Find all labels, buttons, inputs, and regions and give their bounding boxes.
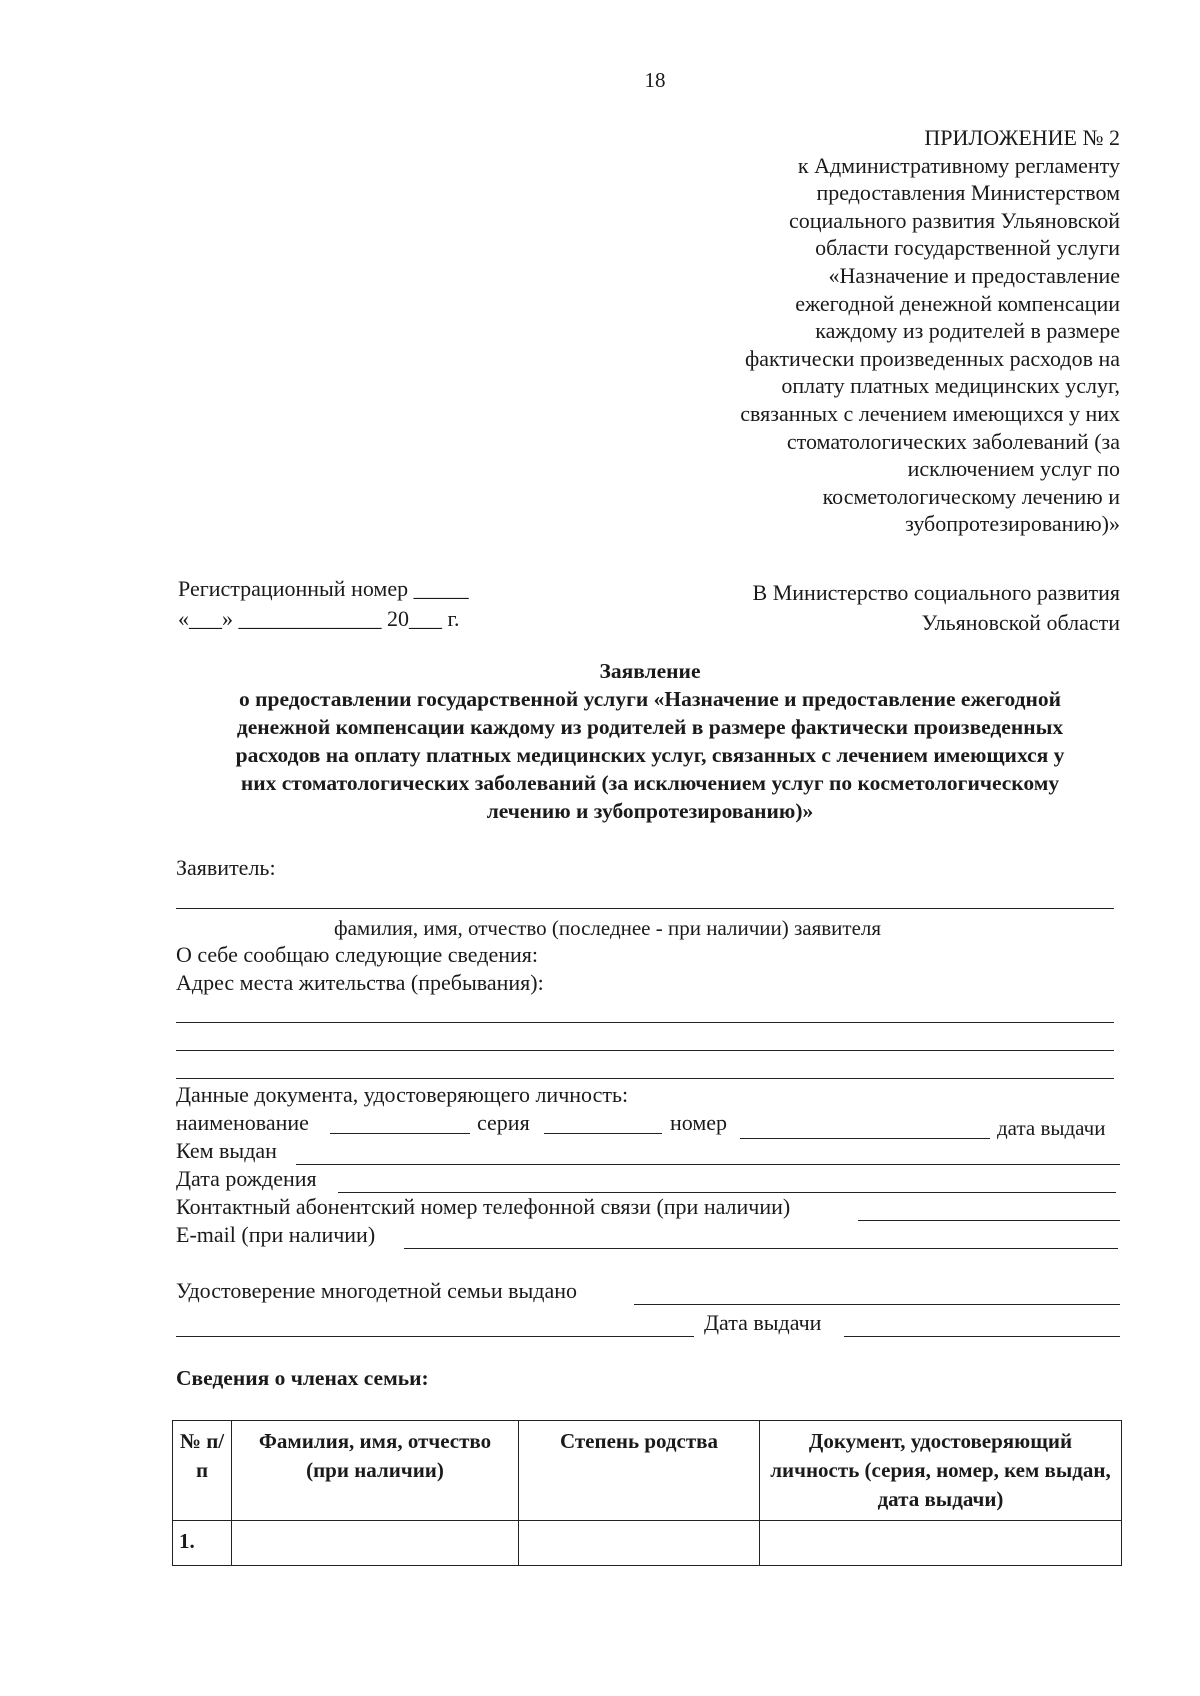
cert-issue-date-label: Дата выдачи <box>704 1310 822 1335</box>
email-field[interactable] <box>404 1248 1118 1249</box>
addressee-line: В Министерство социального развития <box>752 580 1120 605</box>
cert-issue-date-field[interactable] <box>844 1336 1120 1337</box>
annex-line: оплату платных медицинских услуг, <box>781 373 1120 399</box>
applicant-label: Заявитель: <box>176 855 276 880</box>
annex-line: каждому из родителей в размере <box>815 318 1120 344</box>
annex-line: области государственной услуги <box>815 235 1120 261</box>
number-label: номер <box>670 1110 728 1135</box>
annex-line: ежегодной денежной компенсации <box>795 290 1120 316</box>
registration-date: «___» _____________ 20___ г. <box>178 606 460 631</box>
statement-line: расходов на оплату платных медицинских услуг, связанных с лечением имеющихся у <box>235 743 1065 767</box>
annex-line: исключением услуг по <box>907 456 1120 482</box>
statement-line: них стоматологических заболеваний (за исключением услуг по косметологическому <box>240 771 1060 795</box>
large-family-cert-field-2[interactable] <box>176 1336 694 1337</box>
statement-line: о предоставлении государственной услуги «Назначение и предоставление ежегодной <box>238 687 1062 711</box>
address-field-line-1[interactable] <box>176 1022 1114 1023</box>
annex-line: фактически произведенных расходов на <box>744 345 1120 371</box>
annex-line: косметологическому лечению и <box>822 483 1120 509</box>
doc-name-field[interactable] <box>330 1133 470 1134</box>
annex-line: предоставления Министерством <box>816 180 1120 206</box>
annex-line: к Административному регламенту <box>797 152 1120 178</box>
family-members-table <box>172 1420 1122 1566</box>
issued-by-field[interactable] <box>296 1164 1120 1165</box>
birth-date-field[interactable] <box>338 1192 1116 1193</box>
statement-heading: Заявление <box>599 659 701 683</box>
annex-line: социального развития Ульяновской <box>788 207 1120 233</box>
column-header-relationship: Степень родства <box>519 1421 760 1521</box>
page-number: 18 <box>644 68 666 92</box>
series-field[interactable] <box>544 1133 662 1134</box>
issued-by-label: Кем выдан <box>176 1138 277 1163</box>
id-doc-label: Данные документа, удостоверяющего личность: <box>176 1082 629 1107</box>
annex-line: стоматологических заболеваний (за <box>786 428 1120 454</box>
column-header-id-document: Документ, удостоверяющий личность (серия, номер, кем выдан, дата выдачи) <box>760 1421 1122 1521</box>
annex-title: ПРИЛОЖЕНИЕ № 2 <box>924 125 1120 150</box>
table-row <box>173 1521 1122 1566</box>
number-field[interactable] <box>740 1138 990 1139</box>
large-family-cert-field[interactable] <box>634 1304 1120 1305</box>
applicant-name-field[interactable] <box>176 908 1114 909</box>
large-family-cert-label: Удостоверение многодетной семьи выдано <box>176 1278 578 1303</box>
id-document-cell[interactable] <box>760 1521 1122 1566</box>
statement-line: денежной компенсации каждому из родителей в размере фактически произведенных <box>236 715 1064 739</box>
phone-label: Контактный абонентский номер телефонной связи (при наличии) <box>176 1194 791 1219</box>
address-field-line-3[interactable] <box>176 1078 1114 1079</box>
address-label: Адрес места жительства (пребывания): <box>176 970 544 995</box>
addressee-line: Ульяновской области <box>921 610 1120 635</box>
applicant-name-caption: фамилия, имя, отчество (последнее - при наличии) заявителя <box>334 916 882 940</box>
statement-line: лечению и зубопротезированию)» <box>486 799 814 823</box>
annex-block <box>740 124 1120 538</box>
annex-line: связанных с лечением имеющихся у них <box>740 400 1120 426</box>
phone-field[interactable] <box>858 1220 1120 1221</box>
row-number-cell: 1. <box>173 1521 232 1566</box>
family-section-title: Сведения о членах семьи: <box>176 1366 429 1390</box>
statement-title <box>170 657 1130 825</box>
addressee-block <box>753 578 1120 638</box>
about-self-label: О себе сообщаю следующие сведения: <box>176 942 539 967</box>
table-header-row <box>173 1421 1122 1521</box>
registration-block <box>178 574 469 634</box>
annex-line: «Назначение и предоставление <box>828 262 1120 288</box>
column-header-full-name: Фамилия, имя, отчество (при наличии) <box>232 1421 519 1521</box>
full-name-cell[interactable] <box>232 1521 519 1566</box>
address-field-line-2[interactable] <box>176 1050 1114 1051</box>
series-label: серия <box>477 1110 530 1135</box>
email-label: E-mail (при наличии) <box>176 1222 376 1247</box>
column-header-number: № п/п <box>173 1421 232 1521</box>
issue-date-label: дата выдачи <box>997 1116 1106 1140</box>
registration-number: Регистрационный номер _____ <box>178 576 469 601</box>
doc-name-label: наименование <box>176 1110 309 1135</box>
relationship-cell[interactable] <box>519 1521 760 1566</box>
annex-line: зубопротезированию)» <box>905 511 1120 537</box>
birth-date-label: Дата рождения <box>176 1166 317 1191</box>
